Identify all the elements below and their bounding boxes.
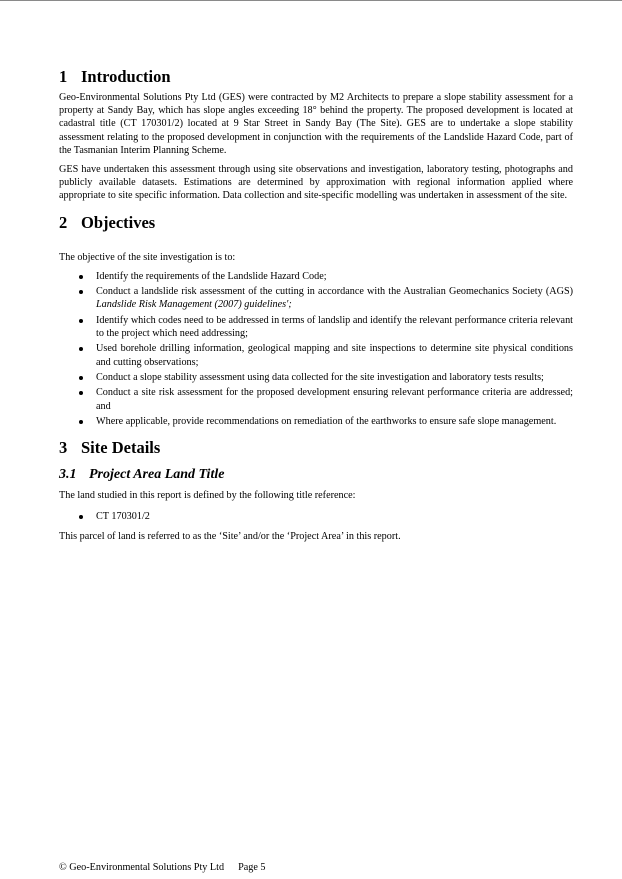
subheading-title: Project Area Land Title (89, 467, 225, 483)
objectives-intro: The objective of the site investigation is to: (59, 251, 236, 263)
heading-objectives (59, 213, 573, 233)
heading-number: 2 (59, 212, 68, 232)
footer-copyright: © Geo-Environmental Solutions Pty Ltd (59, 862, 225, 873)
document-page (59, 67, 573, 543)
list-item: Where applicable, provide recommendations on remediation of the earthworks to ensure safe slope management. (59, 415, 573, 428)
heading-number: 1 (59, 67, 68, 86)
list-item: Identify the requirements of the Landslide Hazard Code; (59, 270, 573, 283)
bullet-icon (79, 347, 83, 351)
objectives-list (59, 270, 573, 428)
subheading-number: 3.1 (59, 467, 77, 483)
list-item: CT 170301/2 (59, 510, 573, 523)
list-item: Conduct a landslide risk assessment of the cutting in accordance with the Australian Geomechanics Society (AGS) Landslide Risk Management (2007) guidelines'; (59, 285, 573, 311)
bullet-icon (79, 290, 83, 294)
heading-site-details (59, 438, 573, 458)
list-item: Conduct a site risk assessment for the proposed development ensuring relevant performance criteria are addressed; and (59, 386, 573, 412)
bullet-icon (79, 515, 83, 519)
footer-page-number: Page 5 (238, 862, 266, 873)
page-top-border (0, 0, 622, 1)
bullet-icon (79, 376, 83, 380)
bullet-icon (79, 319, 83, 323)
heading-title: Objectives (81, 212, 156, 232)
land-title-intro: The land studied in this report is defined by the following title reference: (59, 490, 356, 502)
heading-title: Introduction (81, 67, 171, 86)
land-title-closing: This parcel of land is referred to as the ‘Site’ and/or the ‘Project Area’ in this report. (59, 530, 401, 542)
list-item: Used borehole drilling information, geological mapping and site inspections to determine site physical conditions and cutting observations; (59, 342, 573, 368)
title-reference-list (59, 510, 573, 523)
intro-paragraph-2: GES have undertaken this assessment through using site observations and investigation, laboratory testing, photographs and publicly available datasets. Estimations are determined by approximation with regional information applied where appropriate to site specific information. Data collection and site-specific modelling was undertaken in assessment of the site. (59, 164, 573, 202)
heading-title: Site Details (81, 438, 161, 458)
subheading-project-area-land-title (59, 466, 573, 483)
heading-introduction (59, 67, 573, 87)
page-footer (59, 861, 266, 874)
bullet-icon (79, 391, 83, 395)
intro-paragraph-1: Geo-Environmental Solutions Pty Ltd (GES) were contracted by M2 Architects to prepare a slope stability assessment for a property at Sandy Bay, which has slope angles exceeding 18° behind the property. The proposed development is located at cadastral title (CT 170301/2) located at 9 Star Street in Sandy Bay (The Site). GES are to undertake a slope stability assessment relating to the proposed development in conjunction with the requirements of the Landslide Hazard Code, part of the Tasmanian Interim Planning Scheme. (59, 92, 573, 156)
bullet-icon (79, 420, 83, 424)
bullet-icon (79, 275, 83, 279)
heading-number: 3 (59, 438, 68, 458)
guideline-reference: Landslide Risk Management (2007) guidelines'; (96, 299, 292, 311)
list-item: Identify which codes need to be addressed in terms of landslip and identify the relevant performance criteria relevant to the project which need addressing; (59, 314, 573, 340)
list-item: Conduct a slope stability assessment using data collected for the site investigation and laboratory tests results; (59, 371, 573, 384)
